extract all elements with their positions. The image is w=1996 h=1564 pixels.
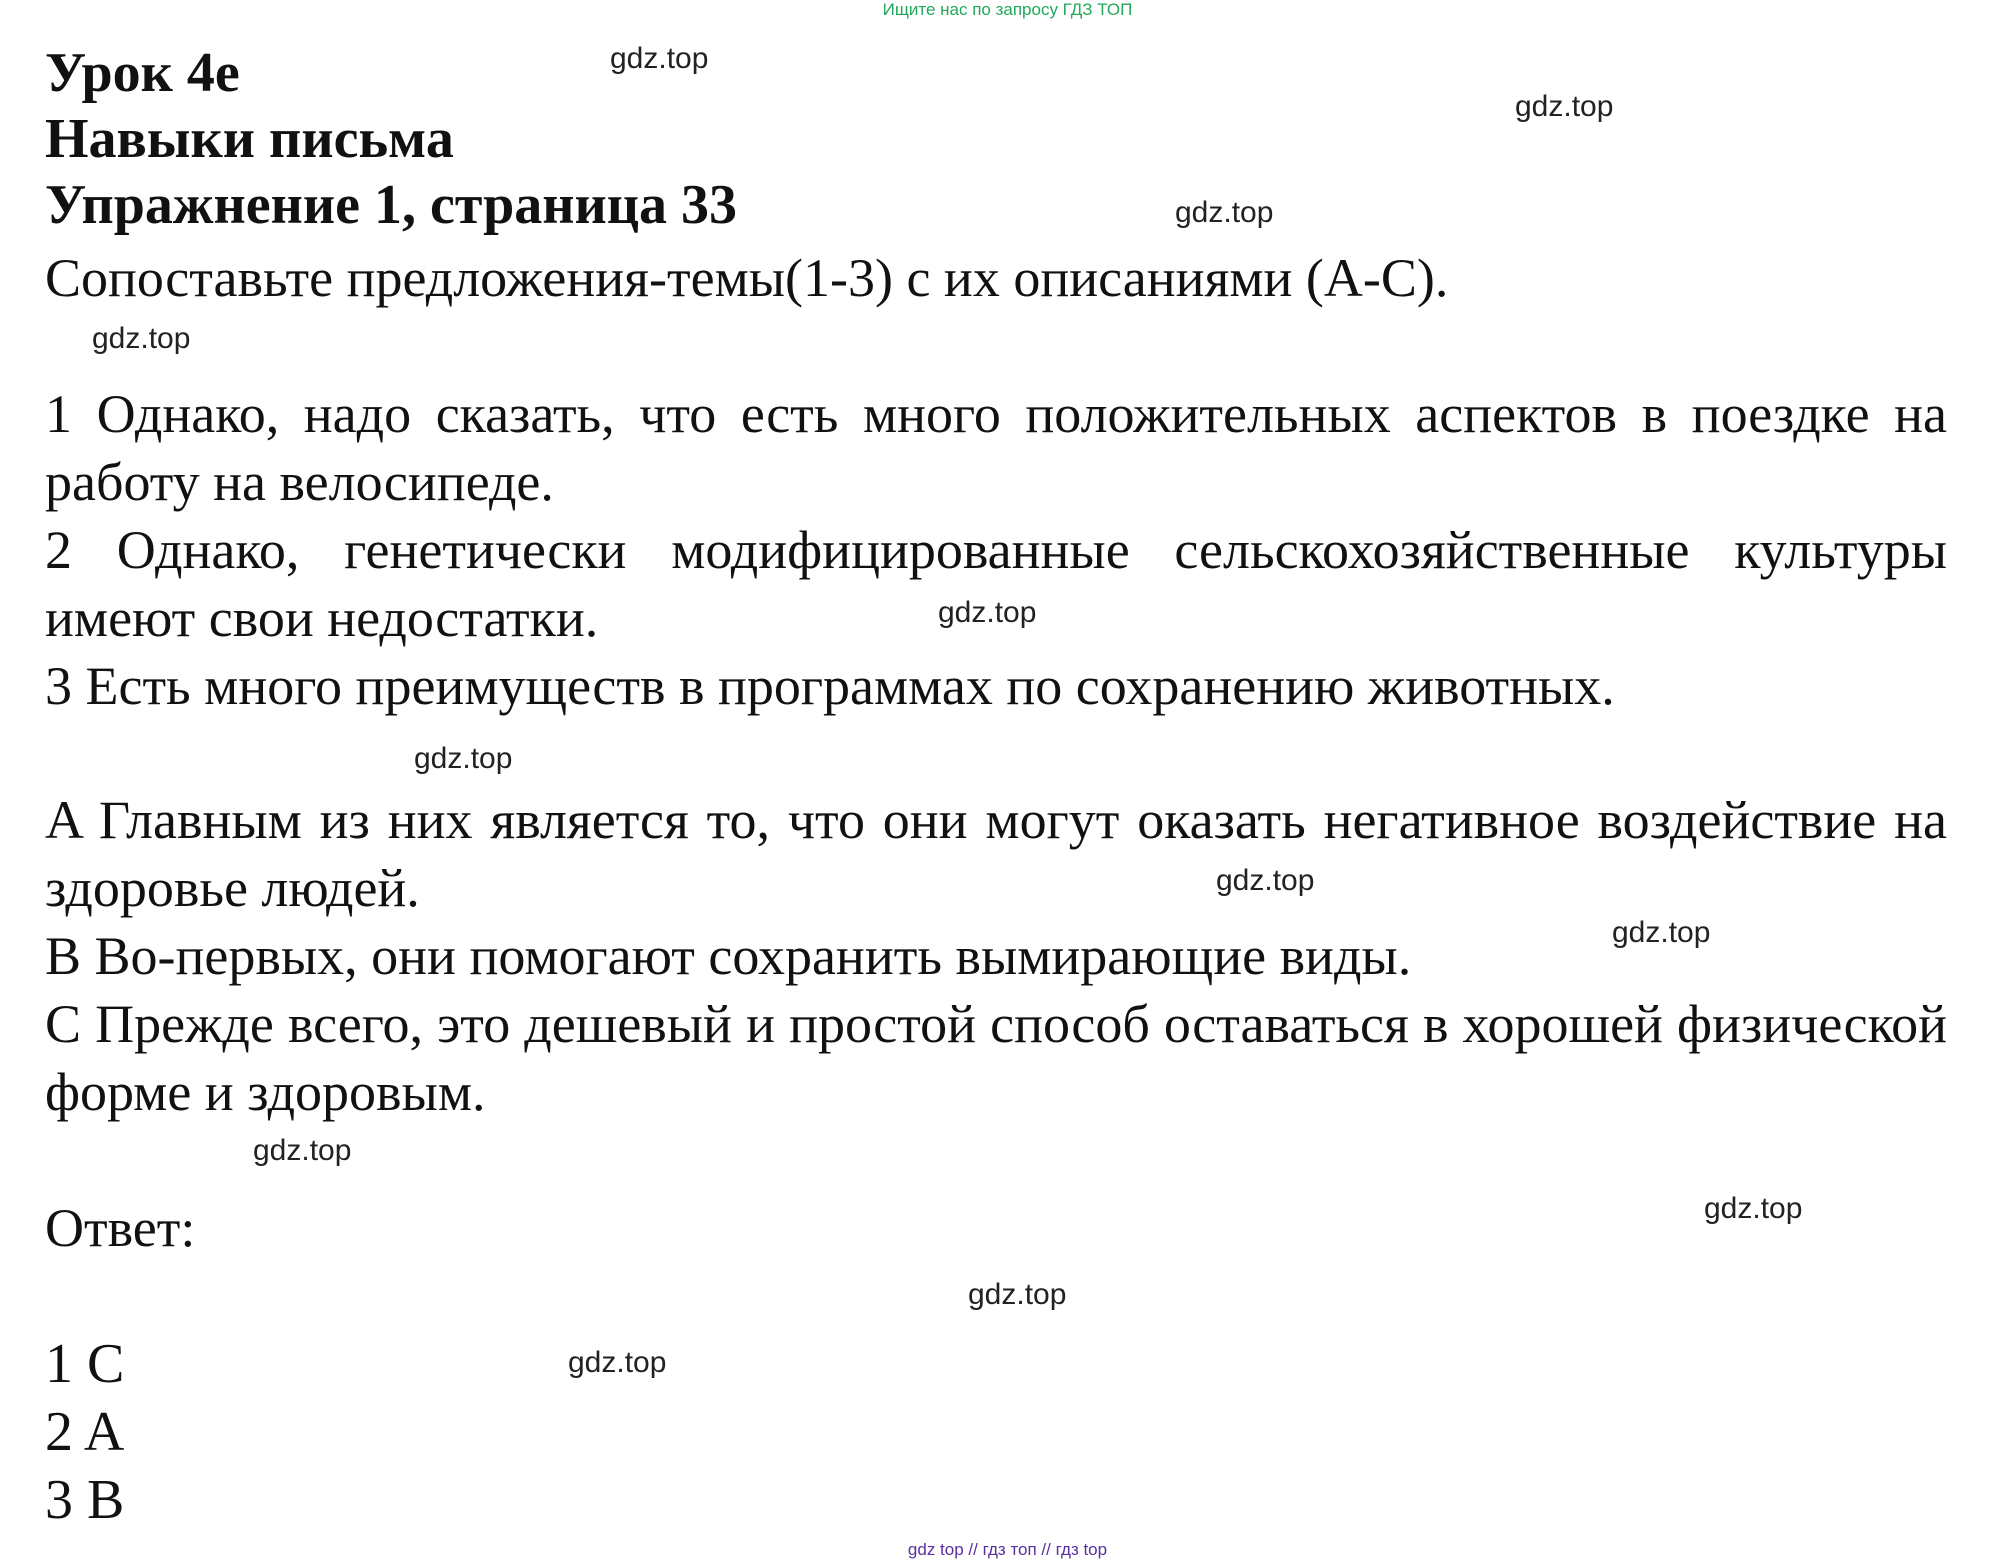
watermark: gdz.top	[1216, 864, 1315, 897]
topic-sentence-2: 2 Однако, генетически модифицированные сельскохозяйственные культуры имеют свои недостатки.	[45, 520, 1947, 648]
exercise-instruction: Сопоставьте предложения-темы(1-3) с их описаниями (A-C).	[45, 248, 1449, 308]
description-b: B Во-первых, они помогают сохранить вымирающие виды.	[45, 926, 1412, 986]
answer-line-2: 2 A	[45, 1401, 125, 1463]
description-c: C Прежде всего, это дешевый и простой способ оставаться в хорошей физической форме и здоровым.	[45, 994, 1947, 1122]
watermark: gdz.top	[253, 1134, 352, 1167]
exercise-title: Упражнение 1, страница 33	[45, 174, 738, 236]
answer-label: Ответ:	[45, 1198, 196, 1258]
topic-sentence-3: 3 Есть много преимуществ в программах по сохранению животных.	[45, 656, 1615, 716]
section-title: Навыки письма	[45, 108, 454, 170]
watermark: gdz.top	[92, 322, 191, 355]
watermark: gdz.top	[1515, 90, 1614, 123]
answer-line-3: 3 B	[45, 1469, 125, 1531]
watermark: gdz.top	[968, 1278, 1067, 1311]
lesson-title: Урок 4e	[45, 42, 240, 104]
watermark: gdz.top	[1612, 916, 1711, 949]
description-a: A Главным из них является то, что они могут оказать негативное воздействие на здоровье людей.	[45, 790, 1947, 918]
answer-line-1: 1 C	[45, 1333, 125, 1395]
topic-sentence-1: 1 Однако, надо сказать, что есть много положительных аспектов в поездке на работу на велосипеде.	[45, 384, 1947, 512]
watermark: gdz.top	[610, 42, 709, 75]
watermark: gdz.top	[938, 596, 1037, 629]
footer-links: gdz top // гдз топ // гдз top	[907, 1540, 1108, 1559]
watermark: gdz.top	[1704, 1192, 1803, 1225]
watermark: gdz.top	[568, 1346, 667, 1379]
top-banner: Ищите нас по запросу ГДЗ ТОП	[882, 0, 1133, 19]
watermark: gdz.top	[1175, 196, 1274, 229]
watermark: gdz.top	[414, 742, 513, 775]
